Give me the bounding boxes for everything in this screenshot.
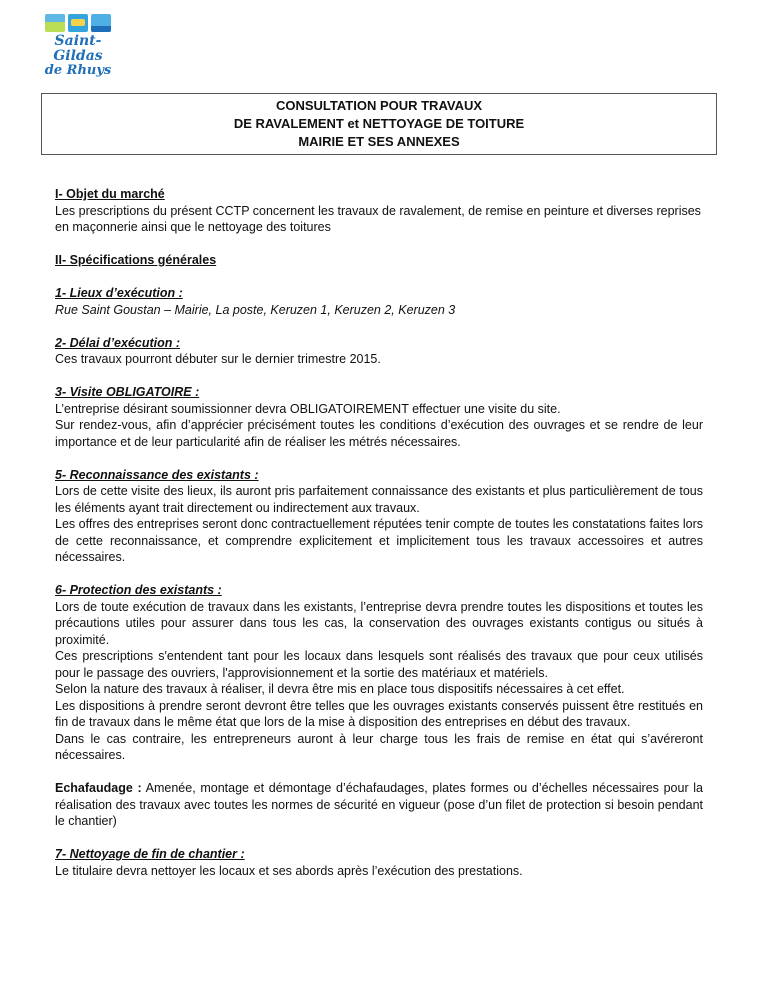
nettoyage-text: Le titulaire devra nettoyer les locaux et ses abords après l’exécution des prestations. xyxy=(55,863,523,878)
protection-text-1: Lors de toute exécution de travaux dans les existants, l’entreprise devra prendre toutes les dispositions et toutes les précautions utiles pour assurer dans tous les cas, la conservation des ouvrages existants contigus ou situés à proximité. xyxy=(55,599,703,647)
lieux-text: Rue Saint Goustan – Mairie, La poste, Keruzen 1, Keruzen 2, Keruzen 3 xyxy=(55,302,456,317)
protection-text-4: Les dispositions à prendre seront devront être telles que les ouvrages existants conservés puissent être restitués en fin de travaux dans le même état que lors de la mise à disposition des entreprises en début des travaux. xyxy=(55,698,703,729)
visite-title: 3- Visite OBLIGATOIRE : xyxy=(55,385,200,399)
protection-title: 6- Protection des existants : xyxy=(55,583,222,597)
reconnaissance-text-1: Lors de cette visite des lieux, ils auront pris parfaitement connaissance des existants et plus particulièrement de tous les éléments ayant trait directement ou indirectement aux travaux. xyxy=(55,484,703,515)
reconnaissance-title: 5- Reconnaissance des existants : xyxy=(55,467,259,482)
visite-text-2: Sur rendez-vous, afin d’apprécier précisément toutes les conditions d’exécution des ouvrages et se rendre de leur importance et de leur particularité afin de réaliser les métrés nécessaires. xyxy=(55,418,703,449)
title-line-2: DE RAVALEMENT et NETTOYAGE DE TOITURE xyxy=(233,116,525,131)
logo-emblem xyxy=(32,14,124,32)
protection-text-3: Selon la nature des travaux à réaliser, il devra être mis en place tous dispositifs nécessaires à cet effet. xyxy=(55,682,625,696)
section-nettoyage xyxy=(55,846,703,879)
section-objet xyxy=(55,186,703,236)
section-visite xyxy=(55,384,703,450)
reconnaissance-text-2: Les offres des entreprises seront donc contractuellement réputées tenir compte de toutes les constatations faites lors de cette reconnaissance, et comprendre explicitement et implicitement tous les travaux accessoires et autres nécessaires. xyxy=(55,517,703,564)
nettoyage-title: 7- Nettoyage de fin de chantier : xyxy=(55,847,245,861)
section-objet-text: Les prescriptions du présent CCTP concernent les travaux de ravalement, de remise en peinture et diverses reprises en maçonnerie ainsi que le nettoyage des toitures xyxy=(55,203,701,234)
municipality-logo xyxy=(32,14,124,76)
delai-title: 2- Délai d’exécution : xyxy=(55,335,181,350)
section-lieux xyxy=(55,285,703,318)
title-line-1: CONSULTATION POUR TRAVAUX xyxy=(275,98,483,113)
title-line-3: MAIRIE ET SES ANNEXES xyxy=(298,134,460,149)
section-echafaudage xyxy=(55,780,703,830)
logo-name: Saint-Gildas xyxy=(53,33,103,64)
logo-subname: de Rhuys xyxy=(44,63,112,78)
echafaudage-label: Echafaudage : xyxy=(55,781,142,795)
logo-tile-sun xyxy=(68,14,88,32)
logo-tile-landscape xyxy=(45,14,65,32)
delai-text: Ces travaux pourront débuter sur le dernier trimestre 2015. xyxy=(55,352,381,366)
section-objet-title: I- Objet du marché xyxy=(55,187,165,201)
lieux-title: 1- Lieux d’exécution : xyxy=(55,286,183,300)
section-protection xyxy=(55,582,703,764)
protection-text-5: Dans le cas contraire, les entrepreneurs auront à leur charge tous les frais de remise en état qui s’avéreront nécessaires. xyxy=(55,731,703,762)
section-specifications xyxy=(55,252,703,269)
section-delai xyxy=(55,335,703,368)
visite-text-1: L’entreprise désirant soumissionner devra OBLIGATOIREMENT effectuer une visite du site. xyxy=(55,401,561,416)
echafaudage-text: Amenée, montage et démontage d’échafaudages, plates formes ou d’échelles nécessaires pour la réalisation des travaux avec toutes les normes de sécurité en vigueur (pose d’un filet de protection si besoin pendant le chantier) xyxy=(55,781,704,828)
document-title-box xyxy=(41,93,717,155)
section-reconnaissance xyxy=(55,467,703,566)
protection-text-2: Ces prescriptions s'entendent tant pour les locaux dans lesquels sont réalisés des travaux que pour ceux utilisés pour le passage des ouvriers, l'approvisionnement et la sortie des matériaux et matériels. xyxy=(55,649,703,680)
logo-tile-sea xyxy=(91,14,111,32)
document-body xyxy=(55,186,703,896)
section-specifications-title: II- Spécifications générales xyxy=(55,253,217,267)
